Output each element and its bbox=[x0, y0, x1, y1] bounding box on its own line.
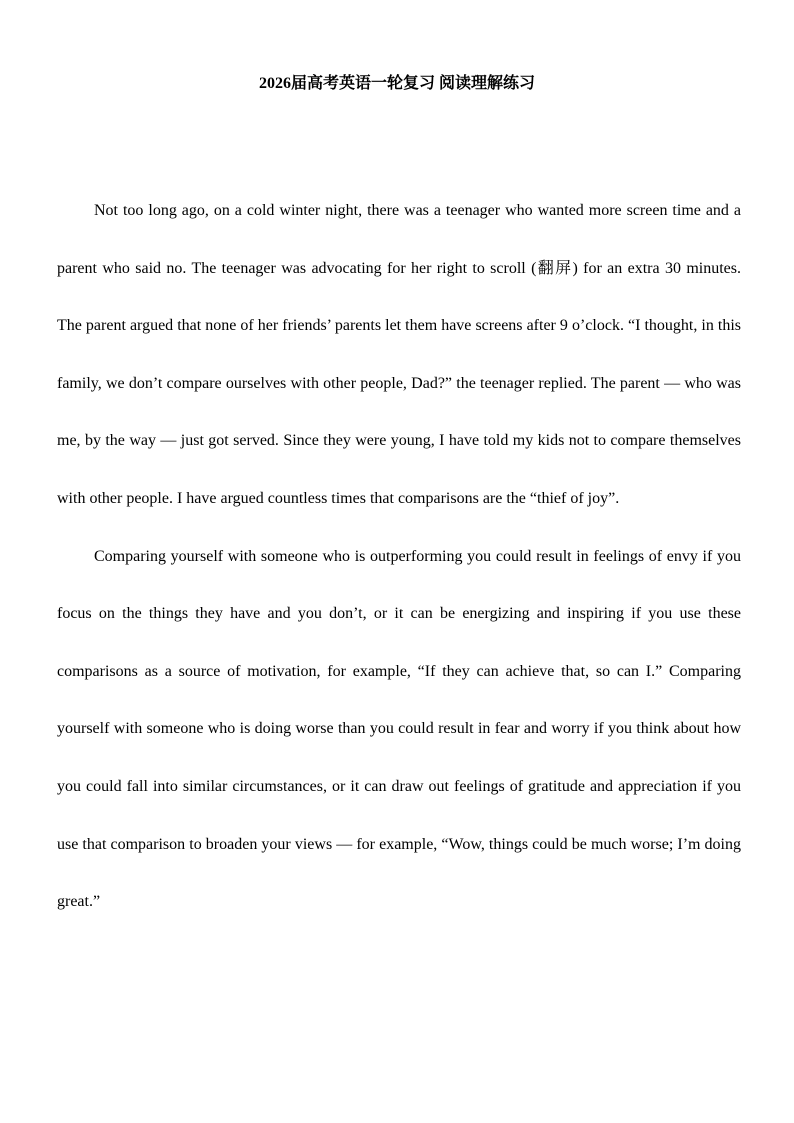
paragraph-2: Comparing yourself with someone who is outperforming you could result in feelings of envy if you focus on the things they have and you don’t, or it can be energizing and inspiring if you use these comparisons as a source of motivation, for example, “If they can achieve that, so can I.” Comparing yourself with someone who is doing worse than you could result in fear and worry if you think about how you could fall into similar circumstances, or it can draw out feelings of gratitude and appreciation if you use that comparison to broaden your views — for example, “Wow, things could be much worse; I’m doing great.” bbox=[57, 547, 741, 911]
paragraph-1: Not too long ago, on a cold winter night, there was a teenager who wanted more screen time and a parent who said no. The teenager was advocating for her right to scroll (翻屏) for an extra 30 minutes. The parent argued that none of her friends’ parents let them have screens after 9 o’clock. “I thought, in this family, we don’t compare ourselves with other people, Dad?” the teenager replied. The parent — who was me, by the way — just got served. Since they were young, I have told my kids not to compare themselves with other people. I have argued countless times that comparisons are the “thief of joy”. bbox=[57, 202, 741, 507]
document-title: 2026届高考英语一轮复习 阅读理解练习 bbox=[258, 75, 535, 92]
document-body bbox=[57, 182, 741, 931]
